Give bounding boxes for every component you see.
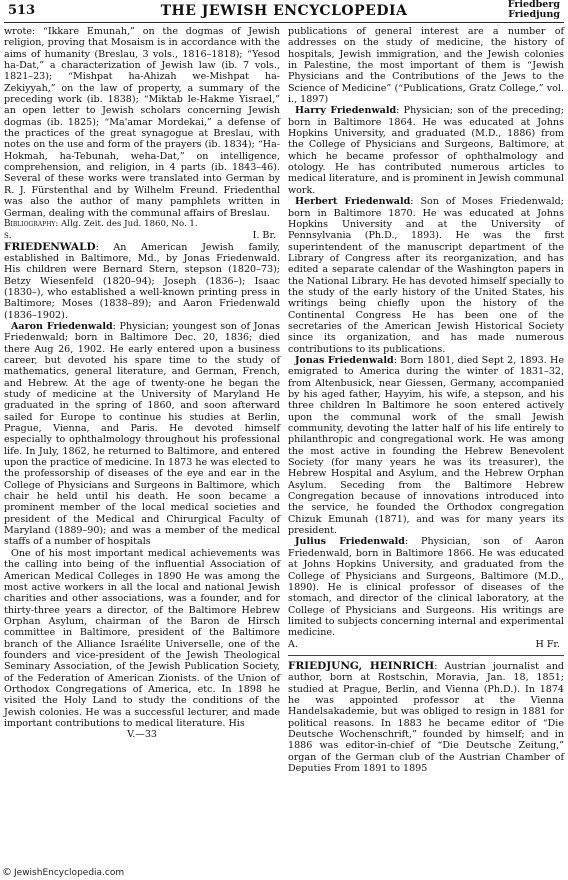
article-friedenwald [4, 242, 280, 321]
bibliography-label: Bibliography [4, 218, 56, 229]
article-herbert-friedenwald [288, 196, 564, 355]
article-harry-friedenwald [288, 105, 564, 196]
paragraph-friedenthal-works: wrote: “Ikkare Emunah,” on the dogmas of Jewish religion, proving that Mosaism is in accordance with the aims of humanity (Breslau, 3 vols., 1816–1818); “Yesod ha-Dat,” a characterization of Jewish law (ib. 7 vols., 1821–23); “Mishpat ha-Ahizah we-Mishpat ha-Zekiyyah,” on the law of property, a summary of the preceding work (ib. 1838); “Miktab le-Hakme Yisrael,” an open letter to Jewish scholars concerning Jewish dogmas (ib. 1825); “Ma'amar Mordekai,” a defense of the practices of the great synagogue at Breslau, with notes on the use and form of the prayers (ib. 1834); “Ha-Hokmah, ha-Tebunah, weha-Dat,” on intelligence, comprehension, and religion, in 4 parts (ib. 1843–46). Several of these works were translated into German by R. J. Fürstenthal and by Wilhelm Freund. Friedenthal was also the author of many pamphlets written in German, dealing with the communal affairs of Breslau. [4, 26, 280, 219]
signature-class-right: A. [288, 638, 298, 650]
article-jonas-friedenwald [288, 355, 564, 537]
article-divider [288, 655, 564, 656]
headword-friedenwald: FRIEDENWALD [4, 240, 96, 253]
signature-author-right: H Fr. [535, 638, 560, 650]
article-friedjung [288, 661, 564, 774]
jonas-text: : Born 1801, died Sept 2, 1893. He emigrated to America during the winter of 1831–32, from Altenbusick, near Giessen, Germany, accompanied by his aged father, Hayyim, his wife, a stepson, and his three children In Baltimore he soon entered actively upon the communal work of the small Jewish community, devoting the latter half of his life entirely to philanthropic and congregational work. He was among the most active in founding the Hebrew Benevolent Society (for many years he was its treasurer), the Hebrew Hospital and Asylum, and the Hebrew Orphan Asylum. Seceding from the Baltimore Hebrew Congregation because of innovations introduced into the service, he founded the Orthodox congregation Chizuk Emunah (1871), and was for many years its president. [288, 354, 565, 537]
subhead-jonas: Jonas Friedenwald [295, 354, 394, 366]
signature-line-right [288, 639, 564, 650]
page-header [4, 0, 564, 23]
signature-folio: V.—33 [127, 729, 157, 741]
left-column [4, 26, 280, 774]
herbert-text: : Son of Moses Friedenwald; born in Baltimore 1870. He was educated at Johns Hopkins University and at the University of Pennsylvania (Ph.D., 1893). He was the first superintendent of the manuscript department of the Library of Congress after its reorganization, and has edited a separate calendar of the Washington papers in the National Library. He has devoted himself specially to the study of the early history of the United States, his writings being chiefly upon the history of the Continental Congress He has been one of the secretaries of the American Jewish Historical Society since its organization, and has made numerous contributions to its publications. [288, 196, 564, 355]
friedjung-text: : Austrian journalist and author, born at Rostschin, Moravia, Jan. 18, 1851; studied at Prague, Berlin, and Vienna (Ph.D.). In 1874 he was appointed professor at the Vienna Handelsakademie, but was obliged to resign in 1881 for political reasons. In 1883 he became editor of “Die Deutsche Wochenschrift,” founded by himself; and in 1886 was editor-in-chief of “Die Deutsche Zeitung,” organ of the German club of the Austrian Chamber of Deputies From 1891 to 1895 [288, 660, 564, 774]
copyright-icon: © [2, 867, 12, 878]
guide-words [508, 0, 560, 20]
subhead-herbert: Herbert Friedenwald [295, 196, 411, 208]
bibliography-text: : Allg. Zeit. des Jud. 1860, No. 1. [55, 218, 198, 229]
subhead-aaron: Aaron Friedenwald [11, 320, 113, 332]
running-title: THE JEWISH ENCYCLOPEDIA [160, 3, 408, 19]
text-columns [4, 26, 564, 774]
article-aaron-friedenwald [4, 321, 280, 548]
subhead-harry: Harry Friedenwald [295, 105, 397, 117]
subhead-julius: Julius Friedenwald [295, 536, 405, 548]
signature-author: I. Br. [252, 230, 276, 242]
watermark-text: JewishEncyclopedia.com [14, 867, 125, 878]
friedenwald-text: : An American Jewish family, established in Baltimore, Md., by Jonas Friedenwald. His children were Bernard Stern, stepson (1820–73); Betzy Wiesenfeld (1820–94); Joseph (1836–); Isaac (1830–), who established a well-known printing press in Baltimore; Moses (1838–89); and Aaron Friedenwald (1836–1902). [4, 241, 280, 321]
signature-class: s. [4, 230, 12, 242]
guide-word-first: Friedberg [507, 0, 560, 10]
aaron-text: : Physician; youngest son of Jonas Friedenwald; born in Baltimore Dec. 20, 1836; died there Aug 26, 1902. He early entered upon a business career, but devoted his spare time to the study of mathematics, general literature, and German, French, and Hebrew. At the age of twenty-one he began the study of medicine at the University of Maryland He graduated in the spring of 1860, and soon afterward sailed for Europe to continue his studies at Berlin, Prague, Vienna, and Paris. He devoted himself especially to ophthalmology throughout his professional life. In July, 1862, he returned to Baltimore, and entered upon the practice of medicine. In 1873 he was elected to the professorship of diseases of the eye and ear in the College of Physicians and Surgeons in Baltimore, which chair he held until his death. He soon became a prominent member of the local medical societies and president of the Medical and Chirurgical Faculty of Maryland (1889–90); and was a member of the medical staffs of a number of hospitals [4, 320, 281, 548]
paragraph-aaron-achievements: One of his most important medical achievements was the calling into being of the influential Association of American Medical Colleges in 1890 He was among the most active workers in all the local and national Jewish charities and other associations, was a founder, and for thirty-three years a director, of the Baltimore Hebrew Orphan Asylum, chairman of the Baron de Hirsch committee in Baltimore, president of the Baltimore branch of the Alliance Israélite Universelle, one of the founders and vice-president of the Jewish Theological Seminary Association, of the Jewish Publication Society, of the Federation of American Zionists. of the Union of Orthodox Congregations of America, etc. In 1898 he visited the Holy Land to study the conditions of the Jewish colonies. He was a successful lecturer, and made important contributions to medical literature. His [4, 547, 280, 729]
bibliography [4, 219, 280, 230]
julius-text: : Physician, son of Aaron Friedenwald, born in Baltimore 1866. He was educated at Johns Hopkins University, and graduated from the College of Physicians and Surgeons, Baltimore (M.D., 1890). He is clinical professor of diseases of the stomach, and director of the clinical laboratory, at the College of Physicians and Surgeons. His writings are limited to subjects concerning internal and experimental medicine. [288, 536, 564, 639]
guide-word-last: Friedjung [508, 9, 560, 20]
paragraph-aaron-continued: publications of general interest are a number of addresses on the study of medicine, the history of hospitals, Jewish immigration, and the Jewish colonies in Palestine, the most important of them is “Jewish Physicians and the Contributions of the Jews to the Science of Medicine” (“Publications, Gratz College,” vol. i., 1897) [288, 26, 564, 106]
site-watermark [2, 867, 124, 878]
harry-text: : Physician; son of the preceding; born in Baltimore 1864. He was educated at Johns Hopkins University, and graduated (M.D., 1886) from the College of Physicians and Surgeons, Baltimore, at which he became professor of ophthalmology and otology. He has contributed numerous articles to medical literature, and is prominent in Jewish communal work. [288, 105, 564, 196]
article-julius-friedenwald [288, 536, 564, 638]
page-number: 513 [8, 3, 36, 18]
right-column [288, 26, 564, 774]
headword-friedjung: FRIEDJUNG, HEINRICH [288, 659, 435, 672]
